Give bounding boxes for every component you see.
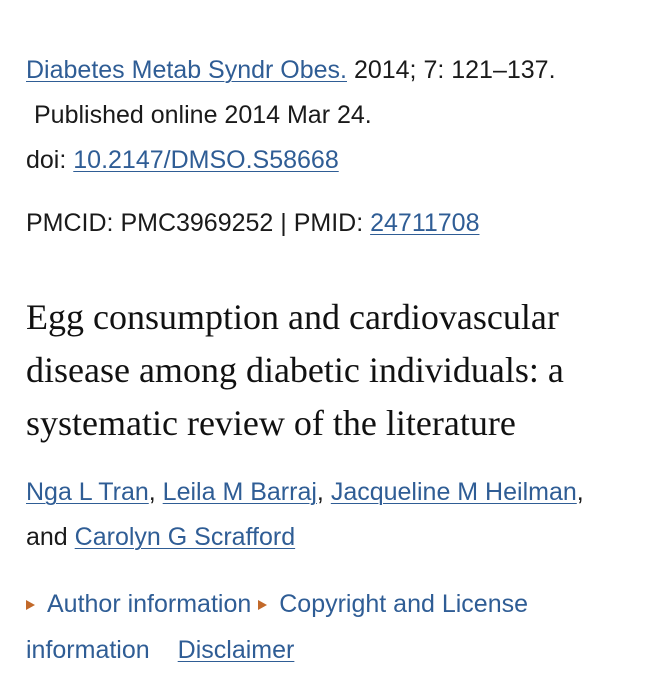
doi-label: doi: [26,146,74,174]
pmcid-text: PMCID: PMC3969252 | PMID: [26,209,371,237]
author-separator: , [576,478,584,506]
disclaimer-link[interactable]: Disclaimer [177,636,295,664]
author-link-4[interactable]: Carolyn G Scrafford [74,523,296,551]
meta-line-2 [26,627,666,673]
citation-block [26,48,556,183]
citation-line-1 [26,48,556,93]
author-conjunction: and [26,523,75,551]
author-link-1[interactable]: Nga L Tran [26,478,149,506]
doi-line [26,138,556,183]
author-separator: , [148,478,163,506]
triangle-right-icon [258,600,267,610]
published-date: Published online 2014 Mar 24. [34,101,372,129]
author-link-3[interactable]: Jacqueline M Heilman [330,478,577,506]
copyright-license-toggle[interactable] [258,590,528,618]
article-title: Egg consumption and cardiovascular disease among diabetic individuals: a systematic review of the literature [26,297,564,443]
copyright-license-label: Copyright and License [279,590,529,618]
pmid-link[interactable]: 24711708 [370,209,480,237]
journal-link[interactable]: Diabetes Metab Syndr Obes. [26,56,347,84]
author-list [26,470,666,560]
identifiers-line [26,203,479,243]
author-information-label: Author information [47,590,252,618]
triangle-right-icon [26,600,35,610]
journal-issue: 2014; 7: 121–137. [347,56,556,84]
article-meta-links [26,581,666,673]
author-information-toggle[interactable] [26,590,251,618]
author-separator: , [316,478,331,506]
doi-link[interactable]: 10.2147/DMSO.S58668 [73,146,339,174]
author-link-2[interactable]: Leila M Barraj [162,478,317,506]
copyright-license-toggle-continued[interactable]: information [26,636,150,664]
meta-line-1 [26,581,666,627]
